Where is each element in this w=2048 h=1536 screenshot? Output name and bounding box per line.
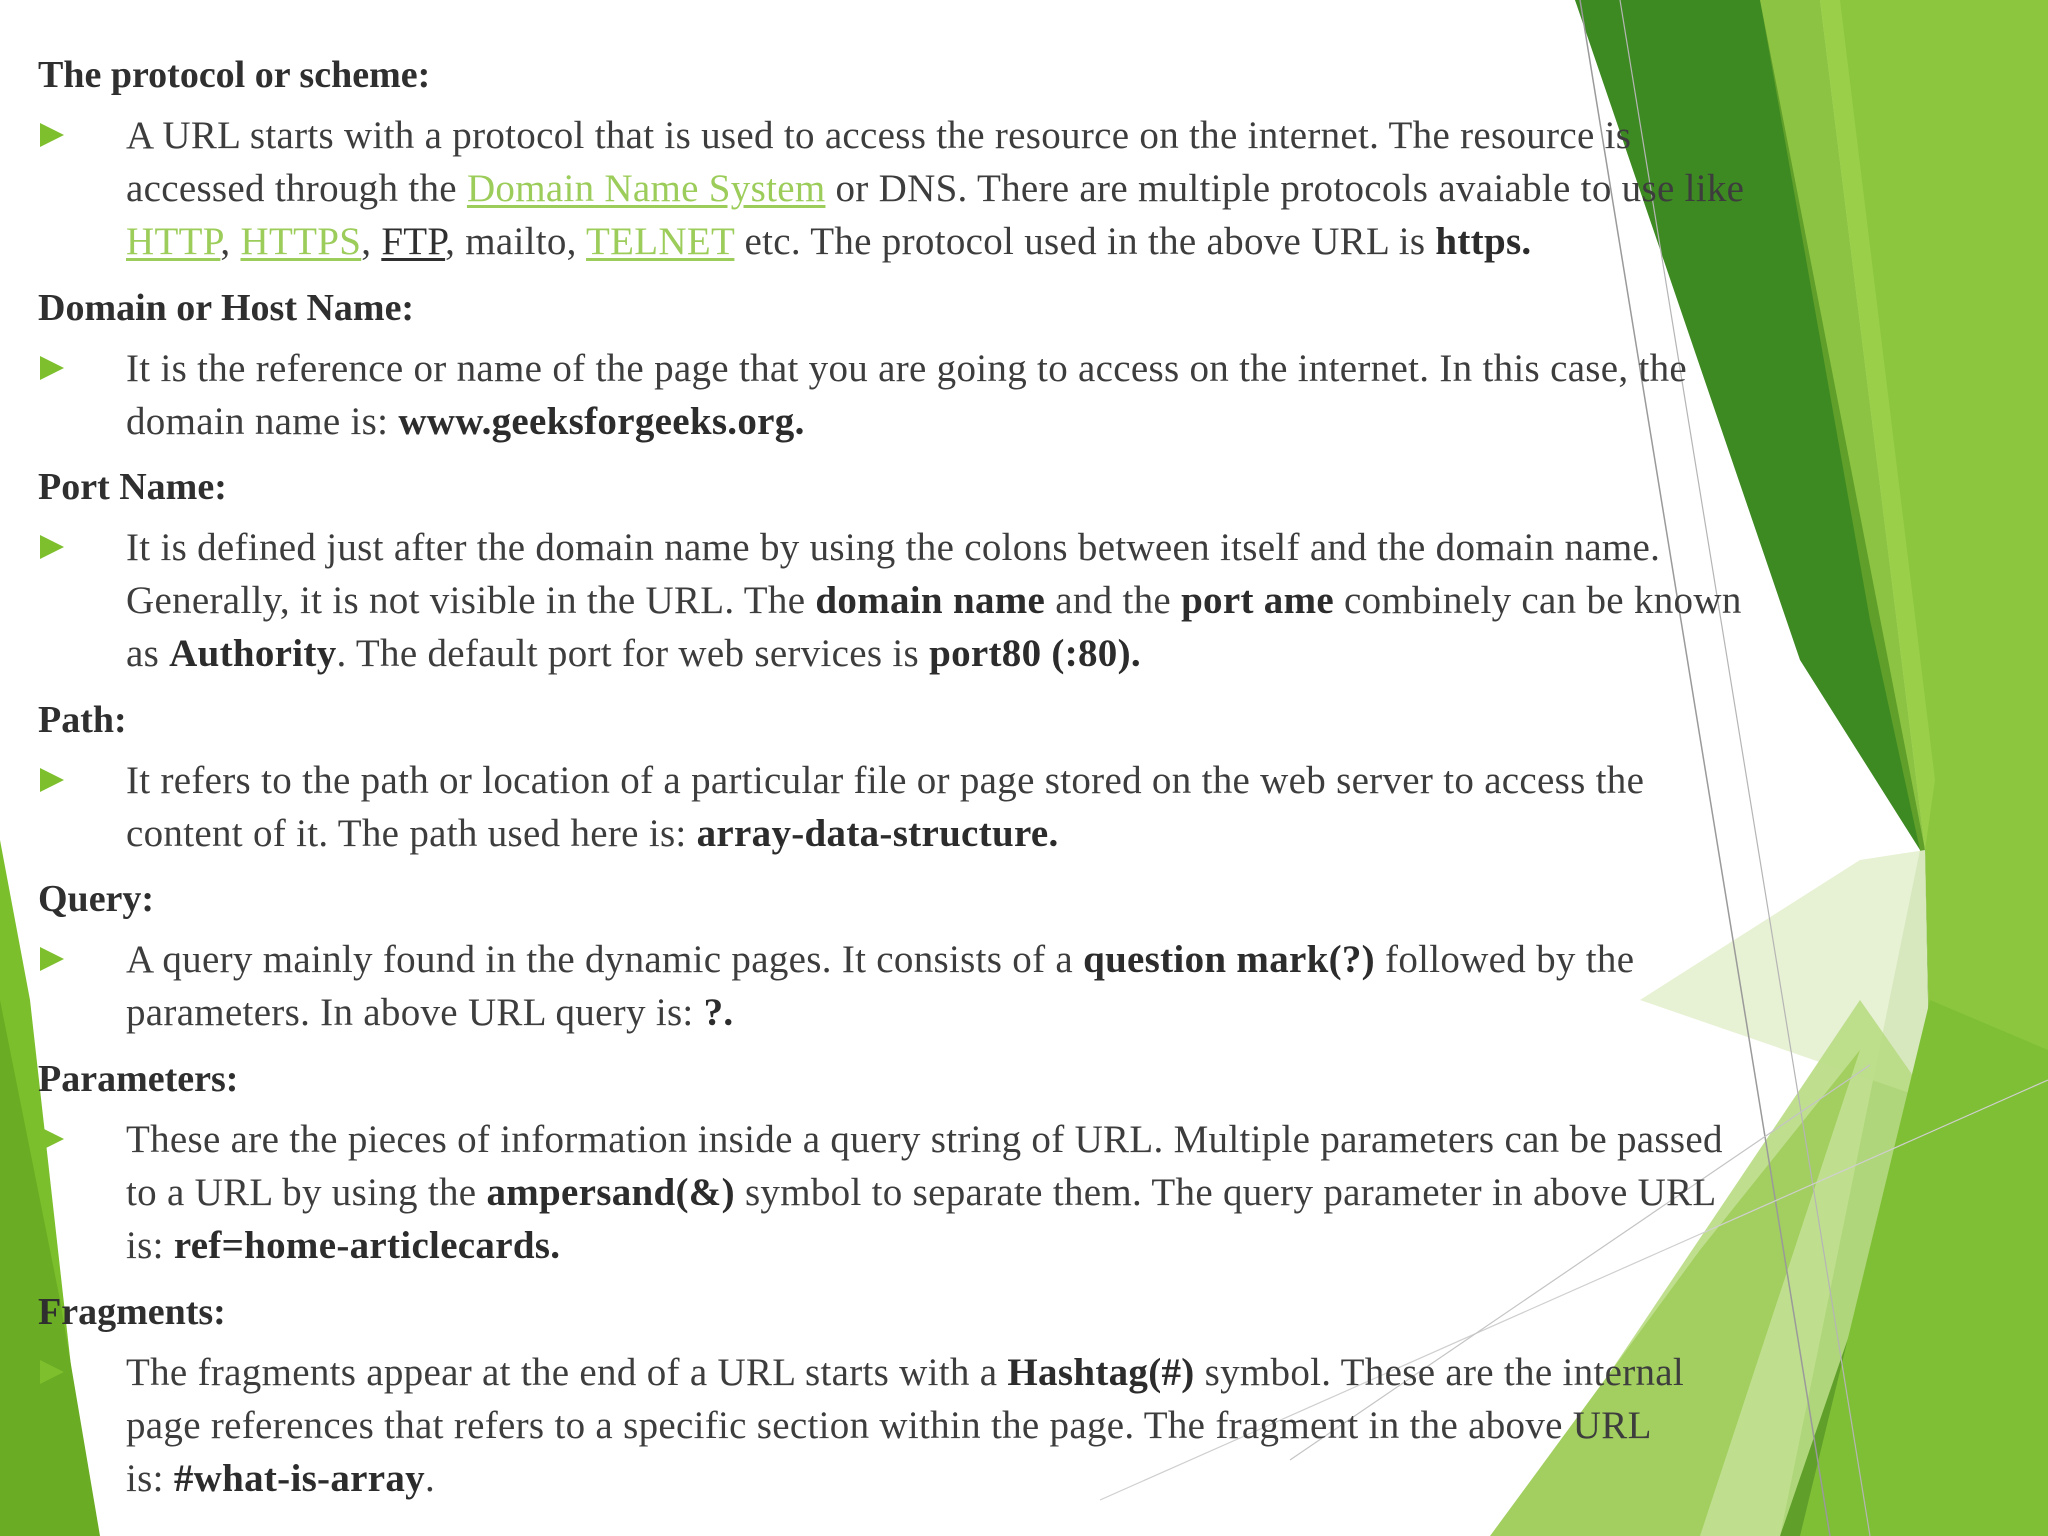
text-line: It is the reference or name of the page that you are going to access on the internet. In this case, the <box>126 347 1688 390</box>
link-telnet[interactable]: TELNET <box>586 220 735 263</box>
bullet-arrow-icon <box>40 947 64 971</box>
text-line: domain name is: www.geeksforgeeks.org. <box>126 400 805 443</box>
text-line: parameters. In above URL query is: ?. <box>126 991 734 1034</box>
text-line: accessed through the Domain Name System or DNS. There are multiple protocols avaiable to use like <box>126 167 1745 210</box>
text-line: It refers to the path or location of a particular file or page stored on the web server to access the <box>126 759 1645 802</box>
text-line: is: #what-is-array. <box>126 1457 436 1500</box>
section-body <box>126 754 2006 860</box>
link-https[interactable]: HTTPS <box>240 220 362 263</box>
section-body <box>126 342 2006 448</box>
section-heading: Port Name: <box>38 466 227 508</box>
section-heading: Path: <box>38 699 127 741</box>
bullet-arrow-icon <box>40 1360 64 1384</box>
section-heading: Domain or Host Name: <box>38 287 415 329</box>
bullet-arrow-icon <box>40 768 64 792</box>
section-body <box>126 1346 2006 1505</box>
section-heading: Fragments: <box>38 1291 226 1333</box>
section-heading: Query: <box>38 878 155 920</box>
text-line: These are the pieces of information inside a query string of URL. Multiple parameters can be passed <box>126 1118 1723 1161</box>
text-line: to a URL by using the ampersand(&) symbol to separate them. The query parameter in above URL <box>126 1171 1717 1214</box>
text-line: page references that refers to a specific section within the page. The fragment in the above URL <box>126 1404 1652 1447</box>
text-line: The fragments appear at the end of a URL starts with a Hashtag(#) symbol. These are the internal <box>126 1351 1685 1394</box>
section-body <box>126 933 2006 1039</box>
bullet-arrow-icon <box>40 1127 64 1151</box>
section-body <box>126 109 2006 268</box>
section-heading: Parameters: <box>38 1058 239 1100</box>
link-domain-name-system[interactable]: Domain Name System <box>466 167 826 210</box>
text-line: Generally, it is not visible in the URL. The domain name and the port ame combinely can be known <box>126 579 1742 622</box>
section-body <box>126 1113 2006 1272</box>
link-ftp[interactable]: FTP <box>381 220 446 263</box>
text-line: content of it. The path used here is: array-data-structure. <box>126 812 1059 855</box>
bullet-arrow-icon <box>40 356 64 380</box>
section-heading: The protocol or scheme: <box>38 54 431 96</box>
text-line: HTTP, HTTPS, FTP, mailto, TELNET etc. The protocol used in the above URL is https. <box>126 220 1532 263</box>
text-line: A query mainly found in the dynamic pages. It consists of a question mark(?) followed by the <box>126 938 1635 981</box>
text-line: as Authority. The default port for web services is port80 (:80). <box>126 632 1141 675</box>
bullet-arrow-icon <box>40 123 64 147</box>
section-body <box>126 521 2006 680</box>
link-http[interactable]: HTTP <box>126 220 221 263</box>
text-line: A URL starts with a protocol that is used to access the resource on the internet. The resource is <box>126 114 1632 157</box>
bullet-arrow-icon <box>40 535 64 559</box>
text-line: It is defined just after the domain name by using the colons between itself and the domain name. <box>126 526 1661 569</box>
text-line: is: ref=home-articlecards. <box>126 1224 561 1267</box>
